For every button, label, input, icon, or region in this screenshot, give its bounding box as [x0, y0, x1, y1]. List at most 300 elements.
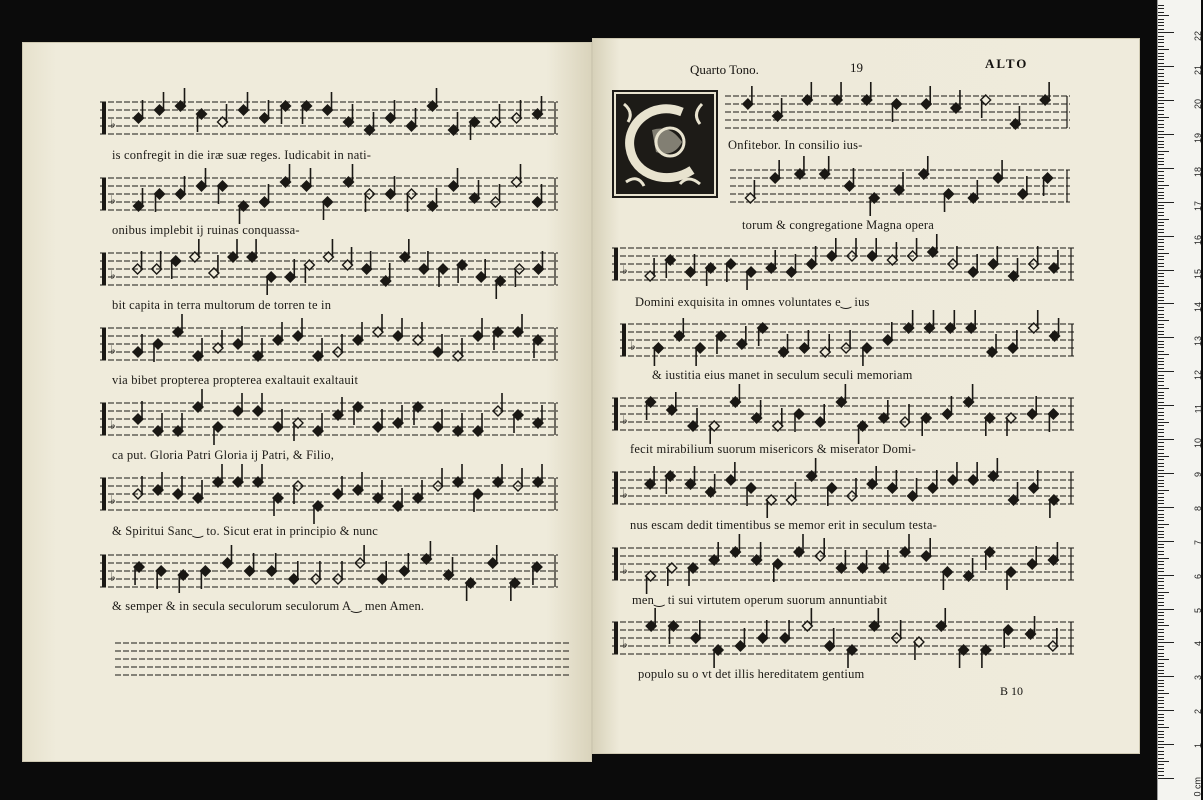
note-mark [1010, 106, 1020, 129]
note-mark [386, 100, 396, 123]
note-mark [273, 409, 283, 432]
note-mark [171, 256, 181, 279]
ruler-tick [1158, 514, 1164, 515]
note-mark [674, 318, 684, 341]
note-mark [948, 462, 958, 485]
note-mark [302, 101, 312, 124]
note-mark [1008, 330, 1018, 353]
ruler-tick [1158, 761, 1169, 762]
note-mark [233, 393, 243, 416]
ruler-tick [1158, 486, 1164, 487]
ruler-tick [1158, 42, 1164, 43]
note-mark [847, 478, 857, 501]
note-mark [646, 608, 656, 631]
ruler-tick [1158, 473, 1174, 474]
note-mark [752, 542, 762, 565]
music-staff [115, 633, 570, 683]
ruler-tick [1158, 263, 1164, 264]
note-mark [393, 488, 403, 511]
ruler-tick [1158, 354, 1169, 355]
ruler-tick [1158, 727, 1169, 728]
lyric-line: & iustitia eius manet in seculum seculi memoriam [652, 368, 913, 382]
ruler-tick [1158, 39, 1164, 40]
ruler-tick [1158, 253, 1169, 254]
ruler-tick [1158, 598, 1164, 599]
note-mark [470, 180, 480, 203]
ruler-tick [1158, 747, 1164, 748]
ruler-cm-label: 2 [1193, 709, 1203, 715]
note-mark [444, 557, 454, 580]
note-mark [197, 109, 207, 132]
lyric-line: bit capita in terra multorum de torren te in [112, 298, 332, 312]
note-mark [646, 397, 656, 420]
ruler-tick [1158, 12, 1164, 13]
ruler-tick [1158, 642, 1174, 643]
note-mark [936, 608, 946, 631]
ruler-tick [1158, 212, 1164, 213]
ruler-tick [1158, 246, 1164, 247]
ruler-tick [1158, 493, 1164, 494]
note-mark [968, 462, 978, 485]
ruler-tick [1158, 734, 1164, 735]
note-mark [393, 405, 403, 428]
ruler-tick [1158, 331, 1164, 332]
note-mark [413, 402, 423, 425]
ruler-tick [1158, 375, 1164, 376]
note-mark [766, 250, 776, 273]
note-mark [815, 538, 825, 561]
ruler-tick [1158, 463, 1164, 464]
ruler-tick [1158, 432, 1164, 433]
ruler-tick [1158, 744, 1174, 745]
ruler-tick [1158, 537, 1164, 538]
note-mark [966, 310, 976, 333]
ruler-tick [1158, 531, 1164, 532]
note-mark [228, 239, 238, 262]
ruler-tick [1158, 137, 1164, 138]
note-mark [493, 393, 503, 416]
note-mark [921, 86, 931, 109]
lyric-line: Onfitebor. In consilio ius- [728, 138, 863, 152]
note-mark [779, 334, 789, 357]
note-mark [735, 628, 745, 651]
ruler-tick [1158, 259, 1164, 260]
ruler-cm-label: 4 [1193, 641, 1203, 647]
svg-text:♭: ♭ [622, 263, 628, 277]
note-mark [218, 181, 228, 204]
note-mark [795, 156, 805, 179]
note-mark [353, 322, 363, 345]
ruler-tick [1158, 280, 1164, 281]
note-mark [892, 99, 902, 122]
ruler-tick [1158, 229, 1164, 230]
ruler-tick [1158, 520, 1164, 521]
note-mark [343, 247, 353, 270]
ruler-cm-label: 18 [1193, 166, 1203, 177]
note-mark [533, 335, 543, 358]
ruler-tick [1158, 436, 1164, 437]
note-mark [1048, 409, 1058, 432]
note-mark [981, 95, 991, 118]
note-mark [134, 100, 144, 123]
ruler-tick [1158, 32, 1174, 33]
ruler-tick [1158, 554, 1164, 555]
ruler-tick [1158, 154, 1164, 155]
note-mark [457, 260, 467, 283]
ruler-tick [1158, 683, 1164, 684]
ruler-tick [1158, 270, 1174, 271]
ruler-tick [1158, 114, 1164, 115]
note-mark [951, 90, 961, 113]
ruler-tick [1158, 371, 1174, 372]
note-mark [841, 330, 851, 353]
ruler-tick [1158, 408, 1164, 409]
note-mark [453, 338, 463, 361]
note-mark [688, 408, 698, 431]
ruler-tick [1158, 666, 1164, 667]
ruler-tick [1158, 768, 1164, 769]
ruler-tick [1158, 144, 1164, 145]
note-mark [773, 559, 783, 582]
music-staff [612, 538, 1074, 588]
note-mark [825, 628, 835, 651]
ruler-tick [1158, 266, 1164, 267]
note-mark [453, 464, 463, 487]
note-mark [533, 251, 543, 274]
note-mark [836, 384, 846, 407]
note-mark [688, 563, 698, 586]
note-mark [133, 251, 143, 274]
ruler-tick [1158, 249, 1164, 250]
ruler-cm-label: 12 [1193, 370, 1203, 381]
ruler-tick [1158, 171, 1164, 172]
ruler-cm-label: 19 [1193, 132, 1203, 143]
note-mark [281, 101, 291, 124]
note-mark [794, 534, 804, 557]
ruler-tick [1158, 232, 1164, 233]
note-mark [730, 384, 740, 407]
note-mark [393, 318, 403, 341]
note-mark [197, 168, 207, 191]
ruler-tick [1158, 561, 1164, 562]
music-staff [725, 86, 1070, 136]
ruler-tick [1158, 673, 1164, 674]
note-mark [746, 483, 756, 506]
ruler-tick [1158, 693, 1169, 694]
ruler-tick [1158, 649, 1164, 650]
ruler-tick [1158, 188, 1164, 189]
note-mark [512, 164, 522, 187]
ruler-tick [1158, 741, 1164, 742]
ruler-tick [1158, 286, 1169, 287]
voice-label: ALTO [985, 56, 1029, 71]
ruler-tick [1158, 53, 1164, 54]
ruler-tick [1158, 80, 1164, 81]
note-mark [449, 112, 459, 135]
note-mark [493, 464, 503, 487]
ruler-tick [1158, 225, 1164, 226]
note-mark [1049, 250, 1059, 273]
note-mark [133, 401, 143, 424]
note-mark [1027, 546, 1037, 569]
note-mark [667, 563, 677, 586]
ruler-tick [1158, 178, 1164, 179]
ruler-tick [1158, 737, 1164, 738]
note-mark [802, 608, 812, 631]
ruler-tick [1158, 629, 1164, 630]
ruler-tick [1158, 568, 1164, 569]
ruler-tick [1158, 459, 1164, 460]
ruler-tick [1158, 392, 1164, 393]
ruler-tick [1158, 151, 1169, 152]
note-mark [786, 482, 796, 505]
note-mark [333, 561, 343, 584]
note-mark [453, 413, 463, 436]
note-mark [928, 470, 938, 493]
ruler-tick [1158, 219, 1169, 220]
note-mark [862, 82, 872, 105]
note-mark [323, 239, 333, 262]
ruler-tick [1158, 134, 1174, 135]
note-mark [862, 343, 872, 366]
ruler-tick [1158, 175, 1164, 176]
note-mark [176, 176, 186, 199]
note-mark [302, 168, 312, 191]
ruler-tick [1158, 758, 1164, 759]
ruler-tick [1158, 239, 1164, 240]
ruler-tick [1158, 395, 1164, 396]
note-mark [381, 263, 391, 286]
note-mark [827, 238, 837, 261]
music-staff [612, 612, 1074, 662]
note-mark [533, 184, 543, 207]
note-mark [333, 476, 343, 499]
note-mark [514, 264, 524, 287]
ruler-tick [1158, 636, 1164, 637]
note-mark [313, 338, 323, 361]
ruler-tick [1158, 720, 1164, 721]
note-mark [193, 389, 203, 412]
ruler-tick [1158, 181, 1164, 182]
ruler-tick [1158, 297, 1164, 298]
note-mark [213, 422, 223, 445]
note-mark [815, 404, 825, 427]
svg-text:♭: ♭ [110, 570, 116, 584]
ruler-tick [1158, 425, 1164, 426]
ruler-tick [1158, 110, 1164, 111]
ruler-tick [1158, 480, 1164, 481]
note-mark [900, 404, 910, 427]
note-mark [869, 608, 879, 631]
lyric-line: & Spiritui Sanc‿ to. Sicut erat in principio & nunc [112, 524, 379, 538]
ruler-tick [1158, 385, 1164, 386]
ruler-cm-label: 3 [1193, 675, 1203, 681]
note-mark [493, 327, 503, 350]
ruler-tick [1158, 324, 1164, 325]
note-mark [832, 82, 842, 105]
ruler-tick [1158, 507, 1174, 508]
note-mark [155, 189, 165, 212]
ruler-tick [1158, 602, 1164, 603]
ruler-tick [1158, 619, 1164, 620]
ruler-tick [1158, 307, 1164, 308]
note-mark [695, 343, 705, 366]
ruler-tick [1158, 351, 1164, 352]
note-mark [190, 239, 200, 262]
note-mark [948, 246, 958, 269]
ruler-cm-label: 15 [1193, 268, 1203, 279]
lyric-line: ca put. Gloria Patri Gloria ij Patri, & Filio, [112, 448, 335, 462]
music-staff [100, 545, 558, 595]
note-mark [438, 264, 448, 287]
note-mark [377, 561, 387, 584]
ruler-tick [1158, 778, 1174, 779]
music-staff [100, 168, 558, 218]
note-mark [491, 184, 501, 207]
note-mark [645, 466, 655, 489]
note-mark [883, 322, 893, 345]
note-mark [1018, 176, 1028, 199]
ruler-cm-label: 8 [1193, 505, 1203, 511]
music-staff [730, 160, 1070, 210]
music-staff [620, 314, 1075, 364]
note-mark [844, 168, 854, 191]
ruler-tick [1158, 368, 1164, 369]
ruler-tick [1158, 714, 1164, 715]
svg-text:♭: ♭ [110, 418, 116, 432]
note-mark [879, 550, 889, 573]
note-mark [533, 464, 543, 487]
ruler-tick [1158, 222, 1164, 223]
ruler-cm-label: 7 [1193, 539, 1203, 545]
ruler-tick [1158, 625, 1169, 626]
note-mark [285, 259, 295, 282]
ruler-tick [1158, 717, 1164, 718]
note-mark [802, 82, 812, 105]
note-mark [239, 92, 249, 115]
note-mark [344, 164, 354, 187]
note-mark [752, 400, 762, 423]
ruler-tick [1158, 358, 1164, 359]
ruler-tick [1158, 97, 1164, 98]
note-mark [304, 260, 314, 283]
note-mark [260, 100, 270, 123]
note-mark [488, 545, 498, 568]
note-mark [1029, 310, 1039, 333]
music-staff [612, 238, 1074, 288]
note-mark [293, 318, 303, 341]
ruler-tick [1158, 670, 1164, 671]
measuring-ruler [1157, 0, 1201, 800]
ruler-tick [1158, 215, 1164, 216]
ruler-tick [1158, 659, 1169, 660]
note-mark [178, 570, 188, 593]
ruler-tick [1158, 161, 1164, 162]
note-mark [892, 620, 902, 643]
note-mark [706, 474, 716, 497]
lyric-line: populo su o vt det illis hereditatem gentium [638, 667, 865, 681]
ruler-tick [1158, 592, 1169, 593]
ruler-tick [1158, 310, 1164, 311]
ruler-tick [1158, 29, 1164, 30]
note-mark [513, 468, 523, 491]
note-mark [260, 184, 270, 207]
ruler-tick [1158, 724, 1164, 725]
lyric-line: is confregit in die iræ suæ reges. Iudicabit in nati- [112, 148, 372, 162]
ruler-tick [1158, 517, 1164, 518]
note-mark [964, 384, 974, 407]
ruler-tick [1158, 686, 1164, 687]
ruler-tick [1158, 86, 1164, 87]
lyric-line: via bibet propterea propterea exaltauit exaltauit [112, 373, 359, 387]
ruler-tick [1158, 22, 1164, 23]
ruler-tick [1158, 276, 1164, 277]
note-mark [773, 98, 783, 121]
note-mark [867, 238, 877, 261]
ruler-tick [1158, 381, 1164, 382]
note-mark [213, 330, 223, 353]
note-mark [532, 562, 542, 585]
ruler-tick [1158, 19, 1164, 20]
ruler-tick [1158, 124, 1164, 125]
ruler-tick [1158, 588, 1164, 589]
note-mark [730, 534, 740, 557]
ruler-tick [1158, 527, 1164, 528]
ruler-tick [1158, 192, 1164, 193]
note-mark [333, 397, 343, 420]
note-mark [944, 189, 954, 212]
ruler-cm-label: 20 [1193, 99, 1203, 110]
music-staff [100, 468, 558, 518]
ruler-tick [1158, 25, 1164, 26]
note-mark [176, 88, 186, 111]
svg-text:♭: ♭ [110, 193, 116, 207]
ruler-tick [1158, 141, 1164, 142]
note-mark [987, 334, 997, 357]
svg-text:♭: ♭ [110, 268, 116, 282]
note-mark [153, 472, 163, 495]
lyric-line: fecit mirabilium suorum misericors & miserator Domi- [630, 442, 917, 456]
ruler-tick [1158, 378, 1164, 379]
note-mark [293, 481, 303, 504]
ruler-tick [1158, 56, 1164, 57]
note-mark [786, 254, 796, 277]
ruler-tick [1158, 707, 1164, 708]
note-mark [413, 480, 423, 503]
lyric-line: men‿ ti sui virtutem operum suorum annuntiabit [632, 593, 888, 607]
note-mark [867, 466, 877, 489]
note-mark [533, 405, 543, 428]
ruler-tick [1158, 66, 1174, 67]
ruler-cm-label: 5 [1193, 607, 1203, 613]
ruler-tick [1158, 575, 1174, 576]
svg-text:♭: ♭ [110, 343, 116, 357]
ruler-tick [1158, 412, 1164, 413]
note-mark [293, 418, 303, 441]
note-mark [685, 466, 695, 489]
note-mark [1003, 625, 1013, 648]
note-mark [245, 553, 255, 576]
ruler-tick [1158, 205, 1164, 206]
ruler-tick [1158, 120, 1164, 121]
ruler-tick [1158, 564, 1164, 565]
note-mark [904, 310, 914, 333]
note-mark [836, 550, 846, 573]
ruler-tick [1158, 764, 1164, 765]
note-mark [133, 334, 143, 357]
ruler-tick [1158, 503, 1164, 504]
ruler-tick [1158, 293, 1164, 294]
